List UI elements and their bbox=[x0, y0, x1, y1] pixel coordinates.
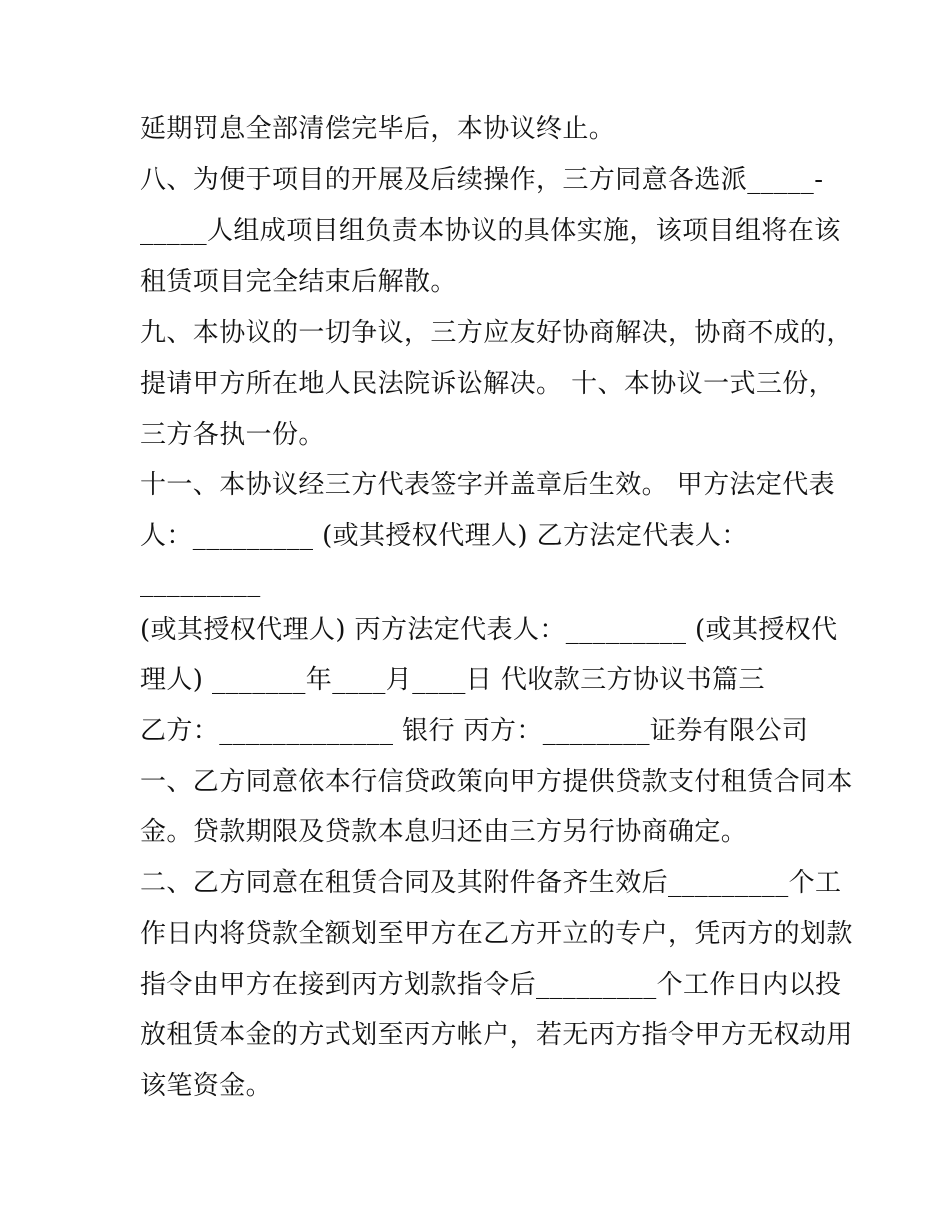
text-line: 放租赁本金的方式划至丙方帐户，若无丙方指令甲方无权动用 bbox=[140, 1020, 853, 1050]
text-line: 一、乙方同意依本行信贷政策向甲方提供贷款支付租赁合同本 bbox=[140, 767, 853, 797]
text-line: 十一、本协议经三方代表签字并盖章后生效。 甲方法定代表 bbox=[140, 470, 836, 500]
text-line: 八、为便于项目的开展及后续操作，三方同意各选派_____- bbox=[140, 165, 824, 195]
text-line: 人：_________ (或其授权代理人) 乙方法定代表人： bbox=[140, 521, 748, 551]
text-line: (或其授权代理人) 丙方法定代表人：_________ (或其授权代 bbox=[140, 615, 838, 645]
text-line: 提请甲方所在地人民法院诉讼解决。 十、本协议一式三份， bbox=[140, 369, 836, 399]
text-line: 二、乙方同意在租赁合同及其附件备齐生效后_________个工 bbox=[140, 868, 842, 898]
text-line: 九、本协议的一切争议，三方应友好协商解决，协商不成的， bbox=[140, 318, 853, 348]
text-line: 指令由甲方在接到丙方划款指令后_________个工作日内以投 bbox=[140, 970, 842, 1000]
text-line: 金。贷款期限及贷款本息归还由三方另行协商确定。 bbox=[140, 817, 748, 847]
text-line: _____人组成项目组负责本协议的具体实施，该项目组将在该 bbox=[140, 216, 841, 246]
text-line: 理人) _______年____月____日 代收款三方协议书篇三 bbox=[140, 665, 765, 695]
text-line: _________ bbox=[140, 568, 261, 598]
text-line: 三方各执一份。 bbox=[140, 420, 325, 450]
text-line: 延期罚息全部清偿完毕后，本协议终止。 bbox=[140, 114, 616, 144]
text-line: 该笔资金。 bbox=[140, 1071, 273, 1101]
text-line: 作日内将贷款全额划至甲方在乙方开立的专户，凭丙方的划款 bbox=[140, 919, 853, 949]
text-line: 乙方：_____________ 银行 丙方：________证券有限公司 bbox=[140, 716, 809, 746]
text-line: 租赁项目完全结束后解散。 bbox=[140, 267, 457, 297]
